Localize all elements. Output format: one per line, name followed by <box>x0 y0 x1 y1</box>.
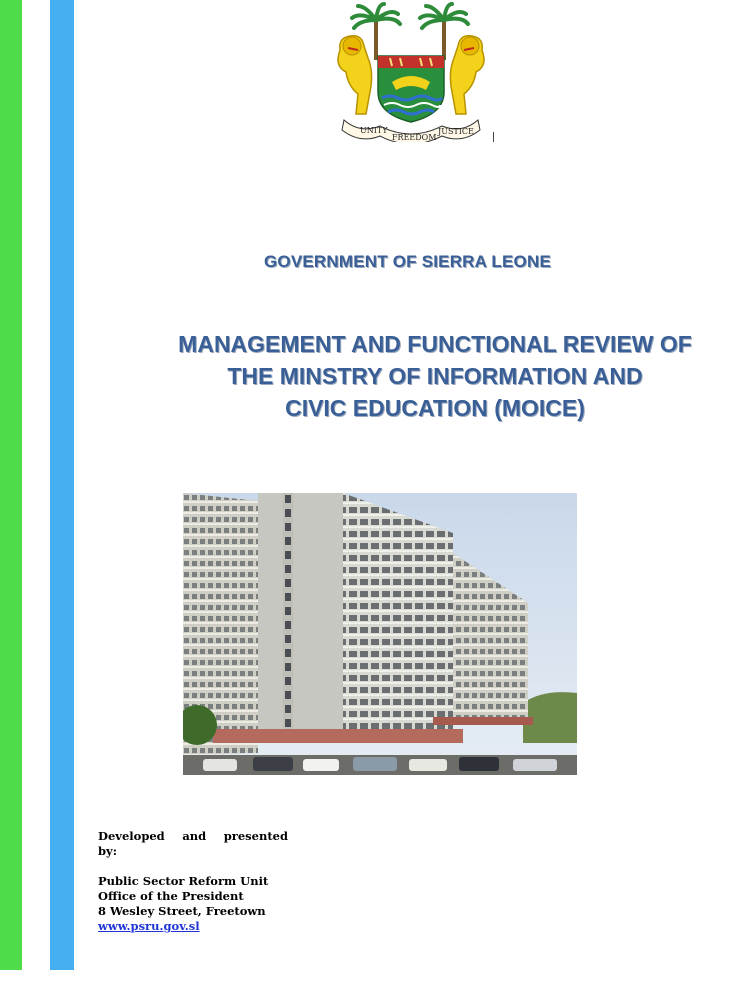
shield <box>378 56 444 122</box>
text-cursor-mark <box>493 132 494 142</box>
developed-presented-line: Developed and presented <box>98 829 288 843</box>
motto-word-freedom: FREEDOM <box>392 133 437 142</box>
office-name: Office of the President <box>98 889 244 903</box>
document-title <box>150 328 720 424</box>
blue-side-bar <box>50 0 74 970</box>
green-side-bar <box>0 0 22 970</box>
coat-of-arms-emblem <box>330 2 492 142</box>
website-link[interactable]: www.psru.gov.sl <box>98 919 200 933</box>
street-address: 8 Wesley Street, Freetown <box>98 904 266 918</box>
motto-ribbon <box>342 120 480 142</box>
lion-left <box>338 36 372 114</box>
government-heading: GOVERNMENT OF SIERRA LEONE <box>264 252 551 271</box>
motto-word-justice: JUSTICE <box>438 127 474 136</box>
title-line-1: MANAGEMENT AND FUNCTIONAL REVIEW OF <box>178 331 692 357</box>
ministry-building-photo <box>183 493 577 775</box>
lion-right <box>450 36 484 114</box>
motto-word-unity: UNITY <box>360 126 388 135</box>
developed-by-label: by: <box>98 844 117 858</box>
credits-block <box>98 829 288 934</box>
organization-name: Public Sector Reform Unit <box>98 874 269 888</box>
title-line-2: THE MINSTRY OF INFORMATION AND <box>227 363 643 389</box>
title-line-3: CIVIC EDUCATION (MOICE) <box>285 395 585 421</box>
